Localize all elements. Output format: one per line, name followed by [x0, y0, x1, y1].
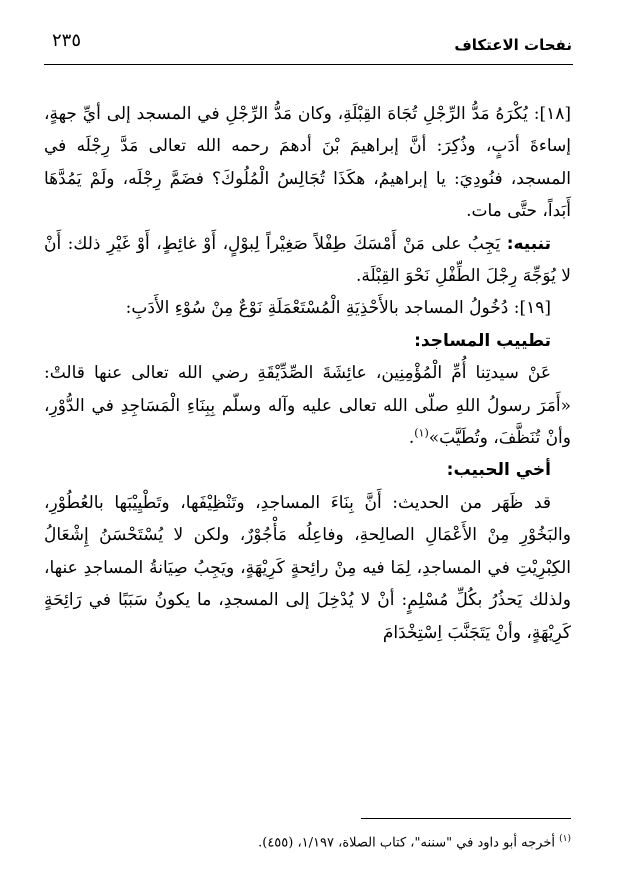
paragraph-note — [44, 228, 571, 293]
paragraph-hadith — [44, 357, 571, 454]
book-title: نفحات الاعتكاف — [454, 36, 572, 54]
paragraph-item-18: [١٨]: يُكْرَهُ مَدُّ الرِّجْلِ تُجَاهَ القِبْلَةِ، وكان مَدُّ الرِّجْلِ في المسجد إلى أيِّ جهةٍ، إساءةَ أدَبٍ، وذُكِرَ: أنَّ إبراهيمَ بْنَ أدهمَ رحمه الله تعالى مَدَّ رِجْلَه في المسجد، فنُودِيَ: يا إبراهيمُ، هكَذَا تُجَالِسُ الْمُلُوكَ؟ فضَمَّ رِجْلَه، ولَمْ يَمُدَّهَا أَبَداً، حتَّى مات. — [44, 104, 571, 222]
page-body — [44, 98, 571, 649]
footnote — [44, 830, 571, 852]
page-number: ٢٣٥ — [52, 30, 82, 51]
note-text: يَجِبُ على مَنْ أَمْسَكَ طِفْلاً صَغِيْراً لِبوْلٍ، أَوْ غائِطٍ، أَوْ غَيْرِ ذلك: أَنْ لا يُوَجِّهَ رِجْلَ الطِّفْلِ نَحْوَ القِبْلَة. — [44, 233, 571, 287]
paragraph-final: قد ظَهَر من الحديث: أَنَّ بِنَاءَ المساجدِ، وتَنْظِيْفَها، وتَطْيِيْبَها بالعُطُوْرِ، والبَخُوْرِ مِنْ الأَعْمَالِ الصالِحةِ، وفاعِلُه مَأْجُوْرٌ، ولكن لا يُسْتَحْسَنُ إِشْعَالُ الكِبْرِيْتِ في المساجدِ، لِمَا فيه مِنْ رائِحةٍ كَرِيْهَةٍ، ويَجِبُ صِيَانةُ المساجدِ عنها، ولذلك يَحذُرُ بكُلِّ مُسْلِمٍ: أنْ لا يُدْخِلَ إلى المسجدِ، ما يكونُ سَبَبًا في رَائِحَةٍ كَرِيْهَةٍ، وأنْ يَتَجَنَّبَ اِسْتِخْدَامَ — [44, 492, 571, 643]
footnote-rule — [361, 818, 571, 819]
header-rule — [44, 64, 573, 65]
footnote-reference: (١) — [414, 426, 429, 440]
section-heading-tatyeeb: تطييب المساجد: — [414, 330, 551, 351]
footnote-text: أخرجه أبو داود في "سننه"، كتاب الصلاة، ١/١٩٧، (٤٥٥). — [258, 835, 560, 851]
footnote-mark: (١) — [559, 834, 571, 844]
hadith-text: عَنْ سيدتِنا أُمِّ الْمُؤْمِنِين، عائِشَةَ الصِّدِّيْقَةِ رضي الله تعالى عنها قالتْ: «أَمَرَ رسولُ اللهِ صلّى الله تعالى عليه وآله وسلّم بِبِنَاءِ الْمَسَاجِدِ في الدُّوْرِ، وأنْ تُنَظَّفَ، وتُطَيَّبَ» — [44, 363, 571, 449]
page-header — [52, 30, 572, 60]
section-heading-akhi: أخي الحبيب: — [446, 460, 551, 481]
paragraph-item-19: [١٩]: دُخُولُ المساجد بالأَحْذِيَةِ الْمُسْتَعْمَلَةِ نَوْعٌ مِنْ سُوْءِ الأَدَبِ: — [125, 298, 551, 319]
note-lead: تنبيه: — [506, 233, 551, 254]
hadith-end: . — [408, 428, 415, 449]
